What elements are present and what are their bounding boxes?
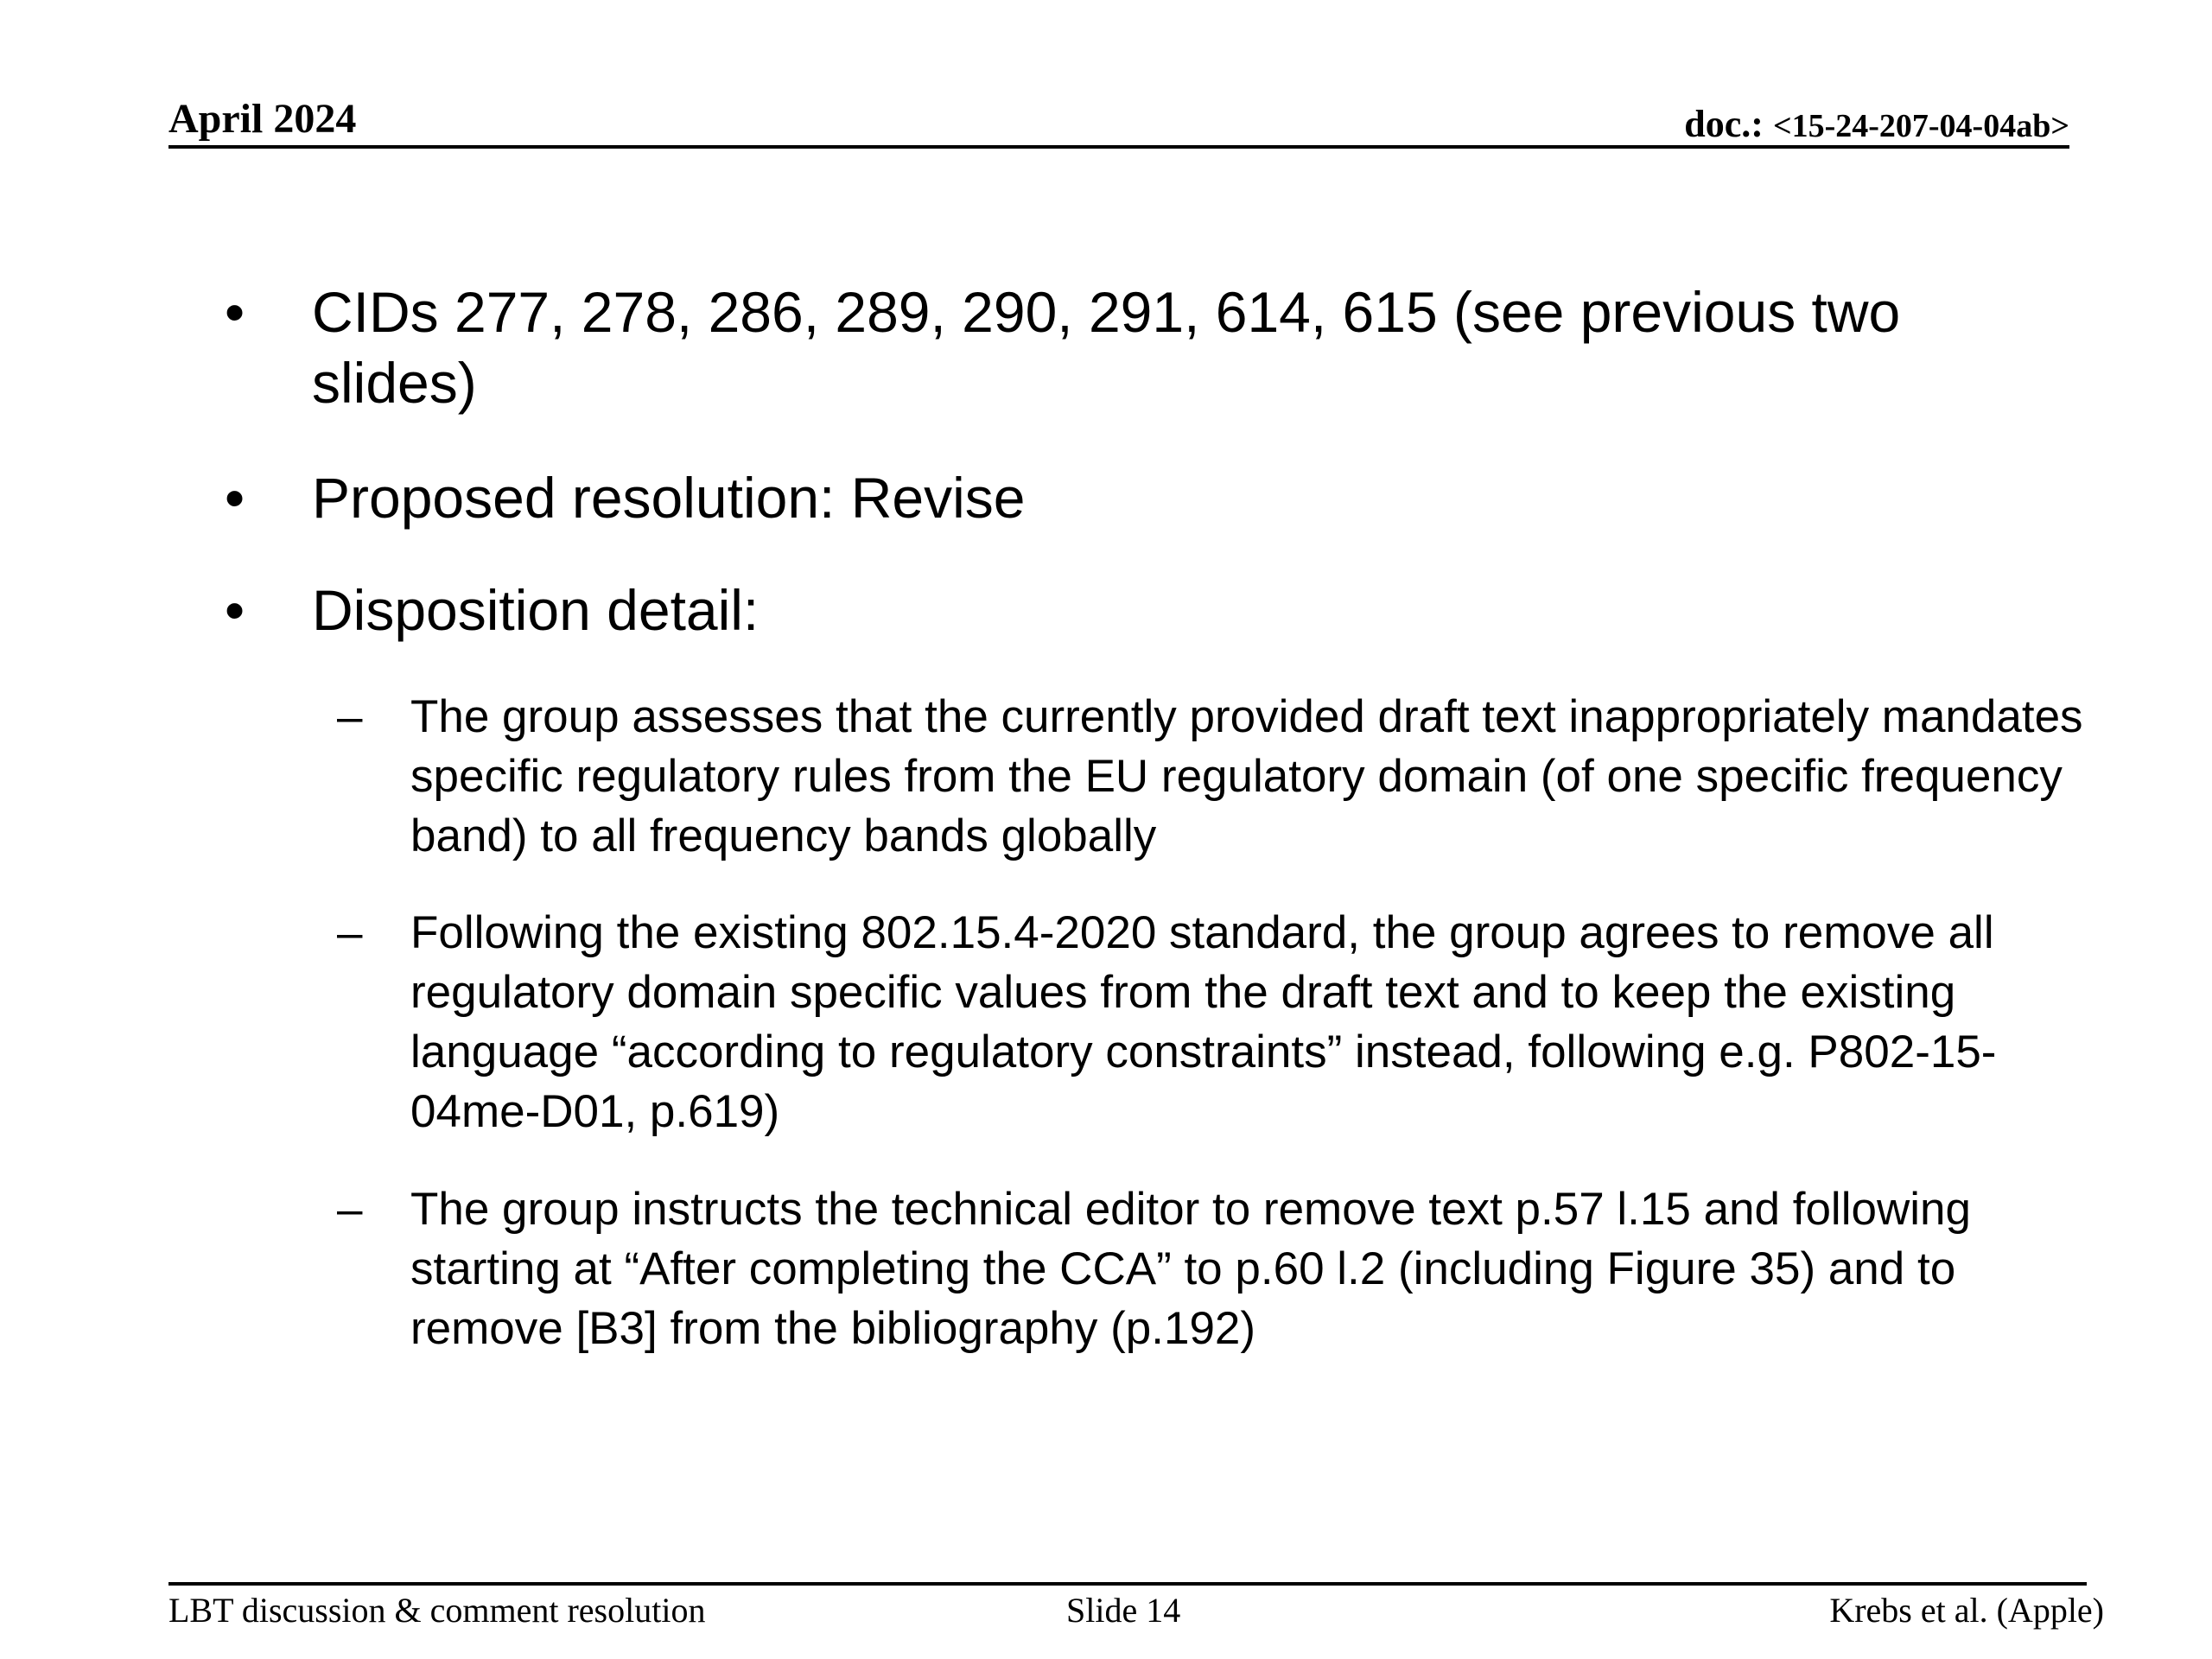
footer-authors: Krebs et al. (Apple) [1829, 1591, 2104, 1630]
bullet-item [225, 462, 2074, 533]
footer-slide-number: Slide 14 [1066, 1591, 1181, 1630]
bullet-text: Disposition detail: [312, 578, 760, 642]
sub-bullet-text: The group assesses that the currently provided draft text inappropriately mandates specific regulatory rules from the EU regulatory domain (of one specific frequency band) to all frequency bands globally [410, 691, 2083, 861]
header-date: April 2024 [168, 96, 357, 142]
sub-bullet-text: Following the existing 802.15.4-2020 standard, the group agrees to remove all regulatory domain specific values from the draft text and to keep the existing language “according to regulatory constraints” instead, following e.g. P802-15-04me-D01, p.619) [410, 907, 1997, 1137]
sub-bullet-marker: – [337, 907, 363, 958]
sub-bullet-item [337, 903, 2091, 1141]
sub-bullet-text: The group instructs the technical editor to remove text p.57 l.15 and following starting at “After completing the CCA” to p.60 l.2 (including Figure 35) and to remove [B3] from the bibliography (p.192) [410, 1184, 1971, 1354]
bullet-item [225, 575, 2074, 645]
bullet-marker: • [225, 578, 245, 642]
sub-bullet-item [337, 687, 2091, 866]
bullet-marker: • [225, 280, 245, 344]
sub-bullet-marker: – [337, 1184, 363, 1235]
header-doc-label: doc.: [1684, 103, 1773, 145]
sub-bullet-item [337, 1179, 2091, 1358]
header-rule [168, 145, 2069, 149]
bullet-text: CIDs 277, 278, 286, 289, 290, 291, 614, 615 (see previous two slides) [312, 280, 1901, 415]
bullet-item [225, 276, 2074, 418]
bullet-marker: • [225, 466, 245, 530]
header-doc-id [1684, 100, 2069, 150]
bullet-text: Proposed resolution: Revise [312, 466, 1026, 530]
sub-bullet-marker: – [337, 691, 363, 742]
footer-title: LBT discussion & comment resolution [168, 1591, 706, 1630]
header-doc-number: <15-24-207-04-04ab> [1772, 108, 2069, 144]
footer-rule [168, 1582, 2087, 1586]
